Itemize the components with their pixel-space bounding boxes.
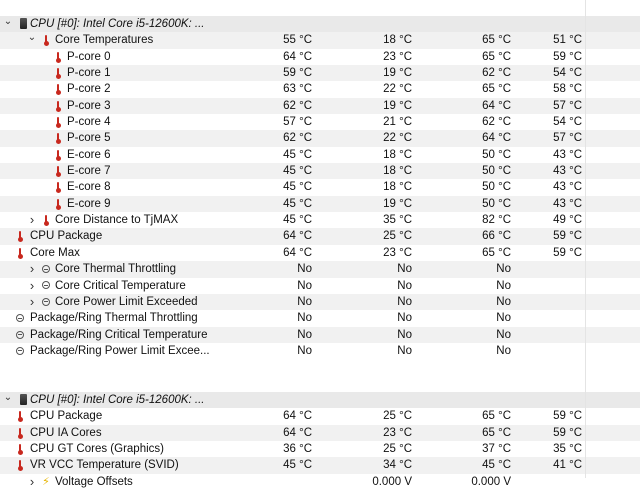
sensor-row-p-core-0[interactable] <box>0 49 640 65</box>
expand-open-icon[interactable]: ⌄ <box>27 32 37 44</box>
sensor-label: Package/Ring Power Limit Excee... <box>30 344 210 357</box>
maximum-value: 65 °C <box>482 50 511 63</box>
maximum-value: No <box>496 279 511 292</box>
minimum-value: 18 °C <box>383 34 412 47</box>
current-value: 62 °C <box>283 132 312 145</box>
sensor-icon <box>41 474 51 490</box>
current-value: 63 °C <box>283 83 312 96</box>
sensor-label: Core Critical Temperature <box>55 279 186 292</box>
average-value: 35 °C <box>553 442 582 455</box>
sensor-row-cpu-ia-cores[interactable] <box>0 425 640 441</box>
maximum-value: 50 °C <box>482 165 511 178</box>
current-value: 57 °C <box>283 116 312 129</box>
minimum-value: 21 °C <box>383 116 412 129</box>
expand-open-icon[interactable]: ⌄ <box>3 16 13 27</box>
sensor-tree[interactable] <box>0 16 640 490</box>
sensor-label: VR VCC Temperature (SVID) <box>30 459 179 472</box>
sensor-row-cpu-gt-cores-graphics[interactable] <box>0 441 640 457</box>
current-value: 64 °C <box>283 50 312 63</box>
thermometer-icon <box>55 83 61 95</box>
sensor-label: Package/Ring Thermal Throttling <box>30 312 198 325</box>
current-value: 62 °C <box>283 99 312 112</box>
section-header-label: CPU [#0]: Intel Core i5-12600K: ... <box>30 18 205 30</box>
sensor-row-voltage-offsets[interactable] <box>0 474 640 490</box>
average-value: 59 °C <box>553 410 582 423</box>
thermometer-icon <box>17 427 23 439</box>
minimum-value: 0.000 V <box>372 475 412 488</box>
voltage-bolt-icon: ⚡ <box>42 475 50 488</box>
minimum-value: 25 °C <box>383 442 412 455</box>
sensor-icon <box>53 81 63 97</box>
maximum-value: No <box>496 328 511 341</box>
current-value: 45 °C <box>283 148 312 161</box>
sensor-row-core-max[interactable] <box>0 245 640 261</box>
sensor-icon <box>15 327 25 343</box>
sensor-label: Core Max <box>30 246 80 259</box>
sensor-row-e-core-8[interactable] <box>0 179 640 195</box>
current-value: 55 °C <box>283 34 312 47</box>
status-circle-icon <box>42 281 50 289</box>
cpu-icon-wrap <box>18 16 28 32</box>
sensor-row-p-core-1[interactable] <box>0 65 640 81</box>
sensor-icon <box>15 343 25 359</box>
sensor-icon <box>53 196 63 212</box>
maximum-value: 65 °C <box>482 83 511 96</box>
expand-closed-icon[interactable]: › <box>29 277 35 293</box>
average-value: 59 °C <box>553 426 582 439</box>
sensor-icon <box>15 228 25 244</box>
average-value: 51 °C <box>553 34 582 47</box>
sensor-icon <box>15 245 25 261</box>
sensor-row-e-core-9[interactable] <box>0 196 640 212</box>
average-value: 59 °C <box>553 230 582 243</box>
maximum-value: 65 °C <box>482 34 511 47</box>
section-spacer <box>0 376 640 392</box>
maximum-value: No <box>496 263 511 276</box>
sensor-panel-top-edge <box>0 0 640 16</box>
sensor-icon <box>15 457 25 473</box>
maximum-value: 50 °C <box>482 148 511 161</box>
sensor-label: CPU GT Cores (Graphics) <box>30 442 164 455</box>
sensor-label: Core Thermal Throttling <box>55 263 177 276</box>
sensor-label: E-core 9 <box>67 197 111 210</box>
average-value: 43 °C <box>553 181 582 194</box>
current-value: 45 °C <box>283 214 312 227</box>
minimum-value: No <box>397 344 412 357</box>
thermometer-icon <box>17 410 23 422</box>
sensor-icon <box>41 278 51 294</box>
minimum-value: 18 °C <box>383 148 412 161</box>
maximum-value: 65 °C <box>482 426 511 439</box>
average-value: 54 °C <box>553 116 582 129</box>
thermometer-icon <box>55 100 61 112</box>
sensor-icon <box>53 49 63 65</box>
maximum-value: 37 °C <box>482 442 511 455</box>
maximum-value: 50 °C <box>482 197 511 210</box>
status-circle-icon <box>16 314 24 322</box>
expand-closed-icon[interactable]: › <box>29 293 35 309</box>
maximum-value: 62 °C <box>482 116 511 129</box>
maximum-value: 50 °C <box>482 181 511 194</box>
sensor-label: P-core 0 <box>67 50 111 63</box>
maximum-value: 64 °C <box>482 132 511 145</box>
expand-open-icon[interactable]: ⌄ <box>3 391 13 403</box>
cpu-chip-icon <box>20 18 27 29</box>
sensor-label: Core Distance to TjMAX <box>55 214 179 227</box>
sensor-row-p-core-3[interactable] <box>0 98 640 114</box>
status-circle-icon <box>42 265 50 273</box>
current-value: No <box>297 263 312 276</box>
thermometer-icon <box>55 51 61 63</box>
sensor-icon <box>53 65 63 81</box>
current-value: 36 °C <box>283 442 312 455</box>
sensor-row-package-ring-thermal-throttling[interactable] <box>0 310 640 326</box>
thermometer-icon <box>55 165 61 177</box>
maximum-value: 0.000 V <box>471 475 511 488</box>
status-circle-icon <box>16 331 24 339</box>
sensor-row-cpu-package[interactable] <box>0 228 640 244</box>
sensor-label: E-core 8 <box>67 181 111 194</box>
minimum-value: 19 °C <box>383 197 412 210</box>
expand-closed-icon[interactable]: › <box>29 261 35 277</box>
sensor-icon <box>53 130 63 146</box>
minimum-value: 35 °C <box>383 214 412 227</box>
thermometer-icon <box>43 34 49 46</box>
sensor-icon <box>41 294 51 310</box>
sensor-label: Voltage Offsets <box>55 475 133 488</box>
thermometer-icon <box>55 67 61 79</box>
sensor-row-package-ring-power-limit-excee[interactable] <box>0 343 640 359</box>
sensor-label: CPU IA Cores <box>30 426 102 439</box>
minimum-value: 23 °C <box>383 426 412 439</box>
current-value: 64 °C <box>283 230 312 243</box>
maximum-value: No <box>496 312 511 325</box>
minimum-value: 25 °C <box>383 230 412 243</box>
current-value: 64 °C <box>283 246 312 259</box>
sensor-icon <box>53 114 63 130</box>
section-header[interactable] <box>0 392 640 408</box>
thermometer-icon <box>55 181 61 193</box>
sensor-row-e-core-6[interactable] <box>0 147 640 163</box>
minimum-value: 18 °C <box>383 181 412 194</box>
minimum-value: No <box>397 263 412 276</box>
column-separator <box>585 0 586 478</box>
minimum-value: No <box>397 328 412 341</box>
thermometer-icon <box>17 247 23 259</box>
sensor-label: CPU Package <box>30 230 103 243</box>
sensor-label: Package/Ring Critical Temperature <box>30 328 208 341</box>
current-value: 45 °C <box>283 165 312 178</box>
sensor-label: P-core 3 <box>67 99 111 112</box>
sensor-icon <box>41 261 51 277</box>
sensor-icon <box>41 32 51 48</box>
status-circle-icon <box>42 298 50 306</box>
thermometer-icon <box>55 132 61 144</box>
current-value: 45 °C <box>283 459 312 472</box>
sensor-label: P-core 1 <box>67 67 111 80</box>
current-value: 64 °C <box>283 410 312 423</box>
current-value: 64 °C <box>283 426 312 439</box>
minimum-value: No <box>397 295 412 308</box>
sensor-label: Core Temperatures <box>55 34 154 47</box>
average-value: 41 °C <box>553 459 582 472</box>
sensor-row-core-thermal-throttling[interactable] <box>0 261 640 277</box>
status-circle-icon <box>16 347 24 355</box>
average-value: 54 °C <box>553 67 582 80</box>
average-value: 49 °C <box>553 214 582 227</box>
cpu-chip-icon <box>20 394 27 405</box>
minimum-value: 18 °C <box>383 165 412 178</box>
average-value: 57 °C <box>553 132 582 145</box>
section-header[interactable] <box>0 16 640 32</box>
sensor-row-package-ring-critical-temperature[interactable] <box>0 327 640 343</box>
sensor-icon <box>15 310 25 326</box>
average-value: 57 °C <box>553 99 582 112</box>
minimum-value: 34 °C <box>383 459 412 472</box>
minimum-value: 22 °C <box>383 83 412 96</box>
sensor-label: CPU Package <box>30 410 103 423</box>
minimum-value: 23 °C <box>383 50 412 63</box>
current-value: 45 °C <box>283 181 312 194</box>
minimum-value: No <box>397 312 412 325</box>
expand-closed-icon[interactable]: › <box>29 212 35 228</box>
sensor-label: E-core 7 <box>67 165 111 178</box>
expand-closed-icon[interactable]: › <box>29 473 35 489</box>
current-value: No <box>297 295 312 308</box>
section-spacer <box>0 359 640 375</box>
section-header-label: CPU [#0]: Intel Core i5-12600K: ... <box>30 393 205 406</box>
thermometer-icon <box>55 198 61 210</box>
minimum-value: 19 °C <box>383 67 412 80</box>
thermometer-icon <box>17 459 23 471</box>
sensor-row-core-critical-temperature[interactable] <box>0 278 640 294</box>
average-value: 43 °C <box>553 165 582 178</box>
sensor-label: P-core 2 <box>67 83 111 96</box>
sensor-icon <box>53 163 63 179</box>
sensor-row-core-distance-to-tjmax[interactable] <box>0 212 640 228</box>
maximum-value: No <box>496 344 511 357</box>
sensor-icon <box>53 179 63 195</box>
sensor-icon <box>15 441 25 457</box>
minimum-value: No <box>397 279 412 292</box>
sensor-row-p-core-4[interactable] <box>0 114 640 130</box>
current-value: 59 °C <box>283 67 312 80</box>
sensor-icon <box>15 408 25 424</box>
current-value: No <box>297 279 312 292</box>
thermometer-icon <box>55 149 61 161</box>
sensor-label: E-core 6 <box>67 148 111 161</box>
current-value: No <box>297 312 312 325</box>
cpu-icon-wrap <box>18 392 28 408</box>
maximum-value: 62 °C <box>482 67 511 80</box>
average-value: 43 °C <box>553 197 582 210</box>
maximum-value: 82 °C <box>482 214 511 227</box>
minimum-value: 23 °C <box>383 246 412 259</box>
sensor-row-core-temperatures[interactable] <box>0 32 640 48</box>
thermometer-icon <box>17 230 23 242</box>
thermometer-icon <box>17 443 23 455</box>
current-value: No <box>297 344 312 357</box>
maximum-value: No <box>496 295 511 308</box>
sensor-icon <box>53 98 63 114</box>
thermometer-icon <box>55 116 61 128</box>
average-value: 59 °C <box>553 50 582 63</box>
average-value: 43 °C <box>553 148 582 161</box>
sensor-row-p-core-5[interactable] <box>0 130 640 146</box>
sensor-row-cpu-package[interactable] <box>0 408 640 424</box>
average-value: 59 °C <box>553 246 582 259</box>
sensor-row-p-core-2[interactable] <box>0 81 640 97</box>
current-value: 45 °C <box>283 197 312 210</box>
maximum-value: 65 °C <box>482 410 511 423</box>
sensor-label: P-core 5 <box>67 132 111 145</box>
thermometer-icon <box>43 214 49 226</box>
sensor-label: Core Power Limit Exceeded <box>55 295 198 308</box>
sensor-icon <box>41 212 51 228</box>
minimum-value: 25 °C <box>383 410 412 423</box>
maximum-value: 66 °C <box>482 230 511 243</box>
sensor-row-e-core-7[interactable] <box>0 163 640 179</box>
sensor-row-core-power-limit-exceeded[interactable] <box>0 294 640 310</box>
current-value: No <box>297 328 312 341</box>
maximum-value: 45 °C <box>482 459 511 472</box>
sensor-label: P-core 4 <box>67 116 111 129</box>
maximum-value: 65 °C <box>482 246 511 259</box>
minimum-value: 22 °C <box>383 132 412 145</box>
sensor-icon <box>15 425 25 441</box>
sensor-icon <box>53 147 63 163</box>
average-value: 58 °C <box>553 83 582 96</box>
minimum-value: 19 °C <box>383 99 412 112</box>
maximum-value: 64 °C <box>482 99 511 112</box>
sensor-row-vr-vcc-temperature-svid[interactable] <box>0 457 640 473</box>
